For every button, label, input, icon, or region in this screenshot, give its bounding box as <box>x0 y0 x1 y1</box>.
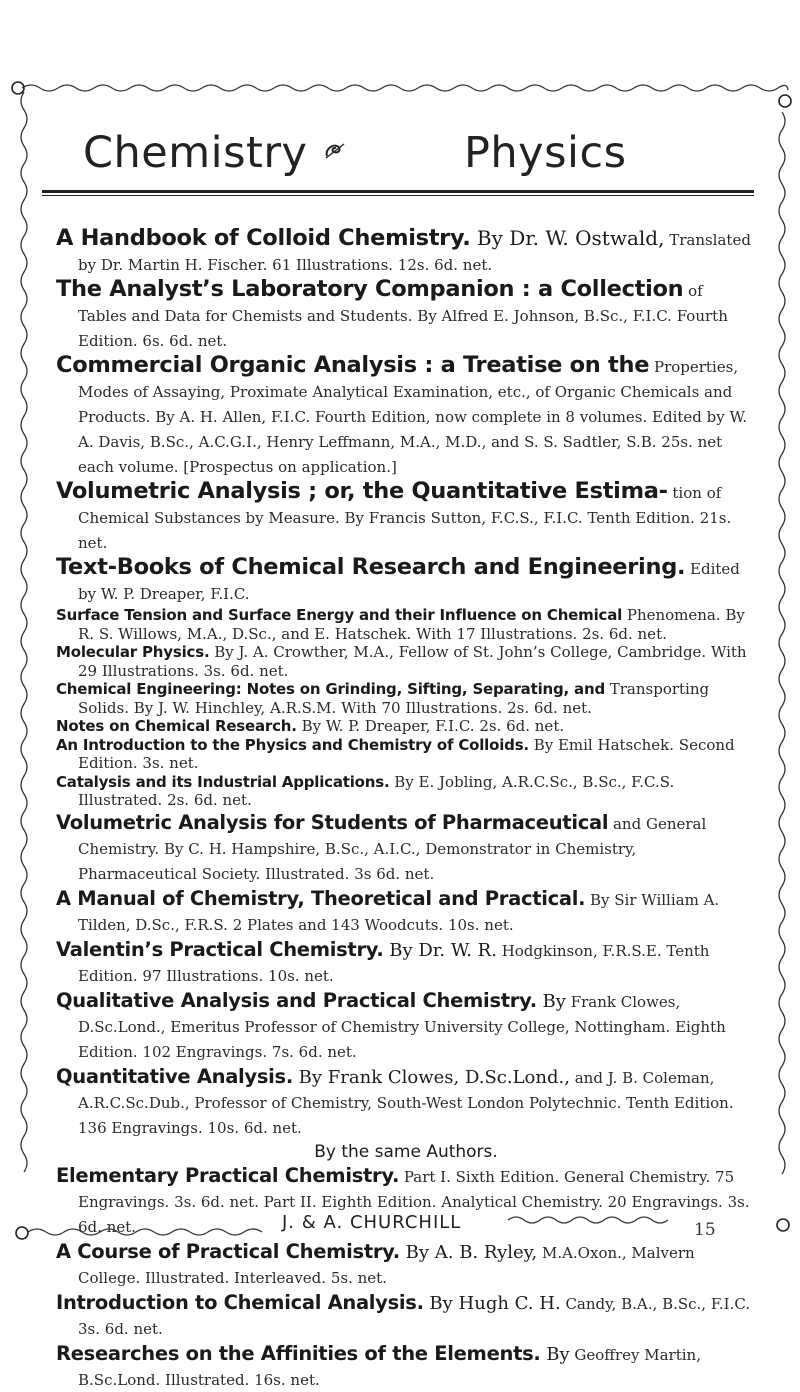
book-entry <box>56 479 756 555</box>
book-author-lead: By Hugh C. H. <box>423 1292 561 1314</box>
left-border-line <box>21 92 27 1172</box>
book-title: A Handbook of Colloid Chemistry. <box>56 225 471 251</box>
top-border-line <box>22 85 788 91</box>
book-description: tion of Chemical Substances by Measure. By Francis Sutton, F.C.S., F.I.C. Tenth Edition. 21s. net. <box>78 484 732 552</box>
book-description: Part I. Sixth Edition. General Chemistry. 75 Engravings. 3s. 6d. net. Part II. Eighth Edition. Analytical Chemistry. 20 Engravings. 3s. 6d. net. <box>78 1167 750 1236</box>
book-title: The Analyst’s Laboratory Companion : a Collection <box>56 276 684 302</box>
book-title: An Introduction to the Physics and Chemistry of Colloids. <box>56 735 529 754</box>
book-description: Transporting Solids. By J. W. Hinchley, A.R.S.M. With 70 Illustrations. 2s. 6d. net. <box>78 680 710 717</box>
book-entry <box>56 988 756 1064</box>
book-title: Quantitative Analysis. <box>56 1064 293 1088</box>
book-description: Properties, Modes of Assaying, Proximate Analytical Examination, etc., of Organic Chemicals and Products. By A. H. Allen, F.I.C. Fourth Edition, now complete in 8 volumes. Edited by W. A. Davis, B.Sc., A.C.G.I., Henry Leffmann, M.A., M.D., and S. S. Sadtler, S.B. 25s. net each volume. [Prospectus on application.] <box>78 358 748 476</box>
book-description: Translated by Dr. Martin H. Fischer. 61 Illustrations. 12s. 6d. net. <box>78 231 751 274</box>
book-entry <box>56 773 756 810</box>
book-description: By E. Jobling, A.R.C.Sc., B.Sc., F.C.S. Illustrated. 2s. 6d. net. <box>78 772 675 809</box>
book-entry <box>56 1064 756 1140</box>
corner-circle-top-right <box>779 95 791 107</box>
book-description: and J. B. Coleman, A.R.C.Sc.Dub., Professor of Chemistry, South-West London Polytechnic. Tenth Edition. 136 Engravings. 10s. 6d. net. <box>78 1068 734 1137</box>
book-description: By W. P. Dreaper, F.I.C. 2s. 6d. net. <box>296 717 565 735</box>
book-entry <box>56 643 756 680</box>
corner-circle-bottom-right <box>777 1219 789 1231</box>
book-description: and General Chemistry. By C. H. Hampshire, B.Sc., A.I.C., Demonstrator in Chemistry, Pharmaceutical Society. Illustrated. 3s 6d. net. <box>78 814 707 883</box>
book-title: Surface Tension and Surface Energy and their Influence on Chemical <box>56 606 623 624</box>
book-title: Text-Books of Chemical Research and Engineering. <box>56 554 686 580</box>
book-description: By J. A. Crowther, M.A., Fellow of St. John’s College, Cambridge. With 29 Illustrations. 3s. 6d. net. <box>78 643 747 680</box>
book-description: M.A.Oxon., Malvern College. Illustrated. Interleaved. 5s. net. <box>78 1243 695 1287</box>
right-border-line <box>779 112 785 1174</box>
book-entry <box>56 886 756 937</box>
book-description: Candy, B.A., B.Sc., F.I.C. 3s. 6d. net. <box>78 1294 751 1338</box>
book-entry <box>56 606 756 643</box>
book-title: Commercial Organic Analysis : a Treatise on the <box>56 352 650 378</box>
book-entry <box>56 736 756 773</box>
book-title: Catalysis and its Industrial Applications. <box>56 772 390 791</box>
flourish-icon <box>323 140 347 162</box>
by-same-authors-note: By the same Authors. <box>314 1141 498 1162</box>
book-author-lead: By Frank Clowes, D.Sc.Lond., <box>292 1066 570 1088</box>
book-author-lead: By <box>540 1343 570 1365</box>
header-rule-thick <box>42 190 754 193</box>
book-title: Molecular Physics. <box>56 643 210 661</box>
book-title: Qualitative Analysis and Practical Chemistry. <box>56 988 537 1012</box>
corner-circle-bottom-left <box>16 1227 28 1239</box>
book-entry <box>56 1290 756 1341</box>
book-title: Introduction to Chemical Analysis. <box>56 1290 424 1314</box>
book-entry <box>56 555 756 606</box>
book-entry <box>56 810 756 886</box>
book-description: By Sir William A. Tilden, D.Sc., F.R.S. 2 Plates and 143 Woodcuts. 10s. net. <box>78 890 720 934</box>
book-description: Geoffrey Martin, B.Sc.Lond. Illustrated. 16s. net. <box>78 1345 701 1389</box>
book-entry <box>56 1341 756 1392</box>
book-title: Elementary Practical Chemistry. <box>56 1163 400 1187</box>
book-title: Chemical Engineering: Notes on Grinding, Sifting, Separating, and <box>56 680 605 698</box>
book-title: A Course of Practical Chemistry. <box>56 1239 400 1263</box>
book-author-lead: By A. B. Ryley, <box>399 1241 538 1263</box>
book-title: A Manual of Chemistry, Theoretical and Practical. <box>56 886 586 910</box>
book-title: Valentin’s Practical Chemistry. <box>56 937 384 961</box>
book-description: Phenomena. By R. S. Willows, M.A., D.Sc., and E. Hatschek. With 17 Illustrations. 2s. 6d. net. <box>78 606 745 643</box>
book-entry <box>56 353 756 479</box>
book-entry <box>56 226 756 277</box>
book-title: Researches on the Affinities of the Elements. <box>56 1341 541 1365</box>
header-title-physics: Physics <box>464 128 627 178</box>
book-author-lead: By Dr. W. Ostwald, <box>470 226 665 250</box>
book-entry <box>56 680 756 717</box>
book-description: By Emil Hatschek. Second Edition. 3s. net. <box>78 735 735 772</box>
book-title: Volumetric Analysis for Students of Pharmaceutical <box>56 810 609 834</box>
book-description: Frank Clowes, D.Sc.Lond., Emeritus Professor of Chemistry University College, Nottingham. Eighth Edition. 102 Engravings. 7s. 6d. net. <box>78 992 726 1061</box>
header-title-chemistry: Chemistry <box>83 128 308 178</box>
book-description: of Tables and Data for Chemists and Students. By Alfred E. Johnson, B.Sc., F.I.C. Fourth Edition. 6s. 6d. net. <box>78 282 728 350</box>
book-entry <box>56 1239 756 1290</box>
book-description: Edited by W. P. Dreaper, F.I.C. <box>78 560 740 603</box>
book-entry <box>56 277 756 353</box>
book-title: Notes on Chemical Research. <box>56 717 297 735</box>
header-rule-thin <box>42 195 754 196</box>
book-author-lead: By Dr. W. R. <box>383 939 497 961</box>
book-title: Volumetric Analysis ; or, the Quantitative Estima- <box>56 478 668 504</box>
book-entry <box>56 717 756 736</box>
page-number: 15 <box>694 1220 716 1240</box>
book-description: Hodgkinson, F.R.S.E. Tenth Edition. 97 Illustrations. 10s. net. <box>78 941 710 985</box>
publisher-name: J. & A. CHURCHILL <box>282 1212 462 1233</box>
book-author-lead: By <box>536 990 566 1012</box>
book-entry <box>56 937 756 988</box>
